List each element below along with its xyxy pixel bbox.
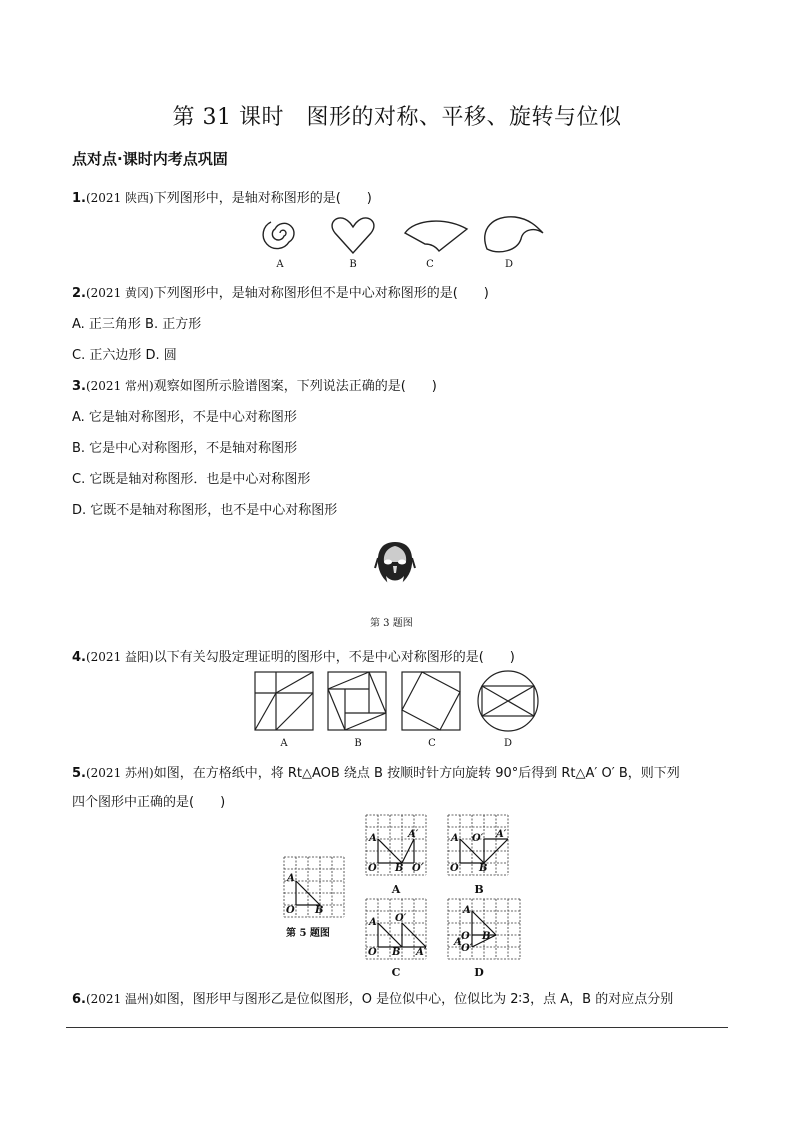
point-label: O′ bbox=[412, 863, 424, 874]
option-a-grid bbox=[366, 815, 426, 875]
question-number: 1. bbox=[72, 191, 86, 206]
question-number: 2. bbox=[72, 286, 86, 301]
question-source: (2021 黄冈) bbox=[85, 286, 154, 300]
option-label: D bbox=[474, 966, 484, 979]
question-text: 下列图形中，是轴对称图形但不是中心对称图形的是( ) bbox=[153, 286, 489, 301]
question-6 bbox=[72, 988, 673, 1007]
option-label: B bbox=[349, 259, 357, 270]
fan-figure bbox=[405, 221, 467, 251]
point-label: O bbox=[286, 905, 295, 916]
point-label: A bbox=[369, 833, 377, 844]
point-label: A′ bbox=[496, 829, 507, 840]
option-label: A bbox=[280, 738, 288, 749]
question-text: 如图，图形甲与图形乙是位似图形，O 是位似中心，位似比为 2∶3，点 A，B 的对应点分别 bbox=[153, 992, 674, 1007]
question-number: 4. bbox=[72, 650, 86, 665]
point-label: O′ bbox=[395, 913, 407, 924]
question-source: (2021 陕西) bbox=[85, 191, 154, 205]
point-label: A bbox=[463, 905, 471, 916]
question-2 bbox=[72, 282, 489, 301]
section-heading: 点对点·课时内考点巩固 bbox=[72, 150, 228, 168]
question-3 bbox=[72, 375, 437, 394]
option-label: C bbox=[391, 966, 401, 979]
original-grid bbox=[284, 857, 344, 917]
option-label: D bbox=[503, 738, 513, 749]
point-label: A′ bbox=[408, 829, 419, 840]
figure-caption: 第 3 题图 bbox=[370, 618, 413, 629]
option-b-grid bbox=[448, 815, 508, 875]
point-label: A bbox=[287, 873, 295, 884]
point-label: O′ bbox=[461, 943, 473, 954]
option-label: B bbox=[354, 738, 362, 749]
point-label: B bbox=[395, 863, 404, 874]
question-1 bbox=[72, 187, 372, 206]
point-label: B bbox=[392, 947, 401, 958]
question-text: 以下有关勾股定理证明的图形中，不是中心对称图形的是( ) bbox=[153, 650, 515, 665]
option-line: A. 正三角形 B. 正方形 bbox=[72, 317, 202, 332]
point-label: B bbox=[479, 863, 488, 874]
point-label: O bbox=[368, 947, 377, 958]
option-line: C. 它既是轴对称图形．也是中心对称图形 bbox=[72, 472, 311, 487]
question-text: 如图，在方格纸中，将 Rt△AOB 绕点 B 按顺时针方向旋转 90°后得到 Rt△A′ O′ B，则下列 bbox=[153, 766, 680, 781]
option-label: A bbox=[391, 883, 401, 896]
question-number: 5. bbox=[72, 766, 86, 781]
q4-figures bbox=[254, 671, 544, 733]
question-source: (2021 温州) bbox=[85, 992, 154, 1006]
page-title: 第 31 课时 图形的对称、平移、旋转与位似 bbox=[172, 105, 622, 130]
opera-mask-figure bbox=[375, 540, 415, 592]
option-label: A bbox=[276, 259, 284, 270]
option-line: C. 正六边形 D. 圆 bbox=[72, 348, 177, 363]
option-line: B. 它是中心对称图形，不是轴对称图形 bbox=[72, 441, 298, 456]
point-label: O bbox=[461, 931, 470, 942]
point-label: O′ bbox=[472, 833, 484, 844]
point-label: A bbox=[369, 917, 377, 928]
question-4 bbox=[72, 646, 515, 665]
option-label: D bbox=[504, 259, 514, 270]
pythagoras-figure-a bbox=[255, 672, 313, 730]
figure-caption: 第 5 题图 bbox=[286, 928, 330, 939]
question-number: 6. bbox=[72, 992, 86, 1007]
option-line: A. 它是轴对称图形，不是中心对称图形 bbox=[72, 410, 297, 425]
point-label: A bbox=[451, 833, 459, 844]
question-source: (2021 常州) bbox=[85, 379, 154, 393]
option-label: B bbox=[474, 883, 484, 896]
spiral-figure bbox=[263, 222, 294, 249]
question-text: 观察如图所示脸谱图案，下列说法正确的是( ) bbox=[153, 379, 437, 394]
option-label: C bbox=[428, 738, 436, 749]
option-line: D. 它既不是轴对称图形，也不是中心对称图形 bbox=[72, 503, 338, 518]
q1-figures bbox=[255, 213, 555, 257]
point-label: B bbox=[482, 931, 491, 942]
point-label: O bbox=[368, 863, 377, 874]
question-source: (2021 苏州) bbox=[85, 766, 154, 780]
point-label: B bbox=[315, 905, 324, 916]
wave-figure bbox=[485, 217, 543, 252]
option-label: C bbox=[426, 259, 434, 270]
point-label: A′ bbox=[454, 937, 465, 948]
point-label: A′ bbox=[416, 947, 427, 958]
question-5-continued: 四个图形中正确的是( ) bbox=[72, 795, 226, 810]
pythagoras-figure-b bbox=[328, 672, 386, 730]
question-5 bbox=[72, 762, 680, 781]
question-text: 下列图形中，是轴对称图形的是( ) bbox=[153, 191, 372, 206]
question-source: (2021 益阳) bbox=[85, 650, 154, 664]
q5-grid-figures bbox=[282, 815, 532, 980]
point-label: O bbox=[450, 863, 459, 874]
question-number: 3. bbox=[72, 379, 86, 394]
option-c-grid bbox=[366, 899, 427, 959]
page-footer-rule bbox=[66, 1027, 728, 1028]
heart-figure bbox=[332, 218, 374, 253]
pythagoras-figure-c bbox=[402, 672, 460, 730]
option-d-grid bbox=[448, 899, 520, 959]
pythagoras-figure-d bbox=[478, 671, 538, 731]
